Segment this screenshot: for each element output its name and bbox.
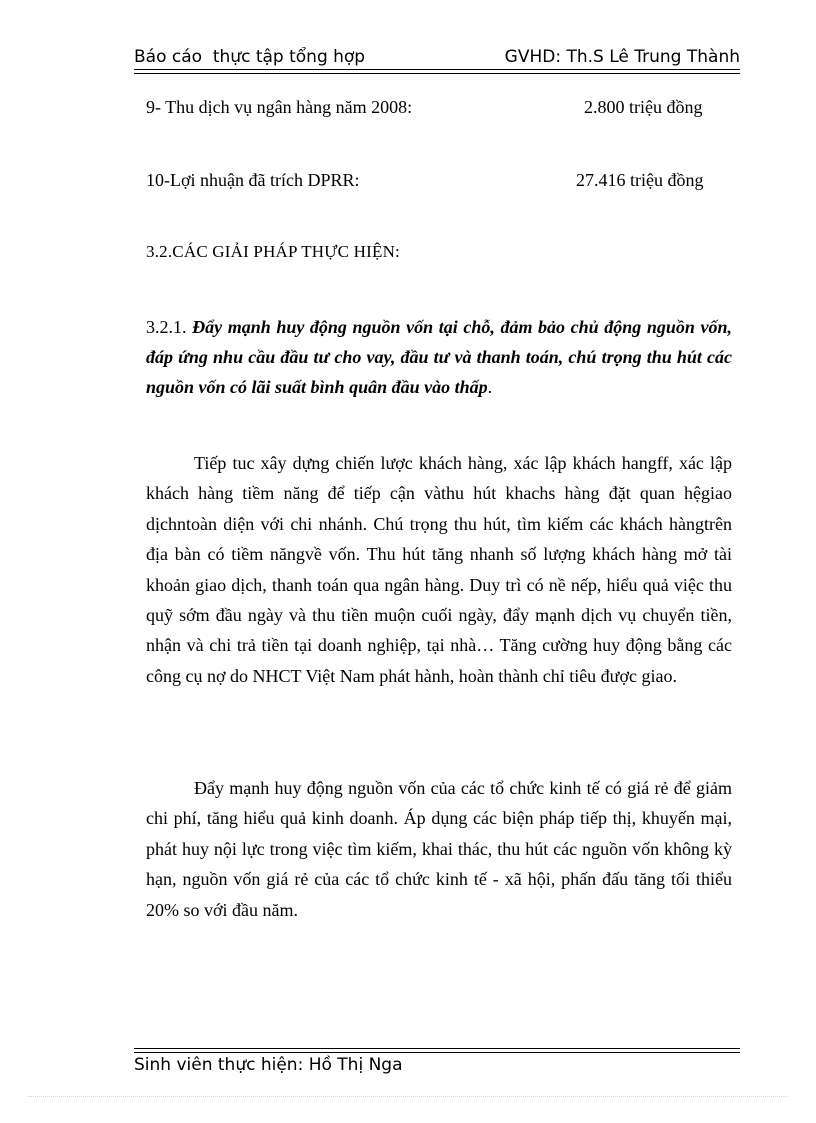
item-label-profit: 10-Lợi nhuận đã trích DPRR: <box>146 170 360 190</box>
header-supervisor: GVHD: Th.S Lê Trung Thành <box>504 47 740 67</box>
item-label-fee-income: 9- Thu dịch vụ ngân hàng năm 2008: <box>146 97 413 117</box>
subsection-end: . <box>487 377 493 397</box>
page-footer: Sinh viên thực hiện: Hồ Thị Nga <box>134 1055 403 1075</box>
section-heading: 3.2.CÁC GIẢI PHÁP THỰC HIỆN: <box>146 242 400 261</box>
footer-rule <box>134 1048 740 1053</box>
paragraph-mobilize-capital: Đẩy mạnh huy động nguồn vốn của các tổ chức kinh tế có giá rẻ để giảm chi phí, tăng hiểu quả kinh doanh. Áp dụng các biện pháp tiếp thị, khuyến mại, phát huy nội lực trong việc tìm kiếm, khai thác, thu hút các nguồn vốn không kỳ hạn, nguồn vốn giá rẻ của các tổ chức kinh tế - xã hội, phấn đấu tăng tối thiểu 20% so với đầu năm. <box>146 778 732 920</box>
item-value-profit: 27.416 triệu đồng <box>576 170 704 190</box>
subsection-number: 3.2.1. <box>146 317 193 337</box>
header-report-title: Báo cáo thực tập tổng hợp <box>134 47 366 67</box>
page-bottom-border <box>28 1096 788 1097</box>
header-rule <box>134 69 740 74</box>
subsection-title: Đẩy mạnh huy động nguồn vốn tại chỗ, đảm bảo chủ động nguồn vốn, đáp ứng nhu cầu đầu tư cho vay, đầu tư và thanh toán, chú trọng thu hút các nguồn vốn có lãi suất bình quân đầu vào thấp <box>146 317 733 397</box>
paragraph-customer-strategy: Tiếp tuc xây dựng chiến lược khách hàng, xác lập khách hangff, xác lập khách hàng tiềm năng để tiếp cận vàthu hút khachs hàng đặt quan hệgiao dịchntoàn diện với chi nhánh. Chú trọng thu hút, tìm kiếm các khách hàngtrên địa bàn có tiềm năngvề vốn. Thu hút tăng nhanh số lượng khách hàng mở tài khoản giao dịch, thanh toán qua ngân hàng. Duy trì có nề nếp, hiểu quả việc thu quỹ sớm đầu ngày và thu tiền muộn cuối ngày, đẩy mạnh dịch vụ chuyển tiền, nhận và chi trả tiền tại doanh nghiệp, tại nhà… Tăng cường huy động bằng các công cụ nợ do NHCT Việt Nam phát hành, hoàn thành chỉ tiêu được giao. <box>146 453 732 686</box>
subsection-heading <box>146 312 732 402</box>
page-header <box>134 47 740 69</box>
item-value-fee-income: 2.800 triệu đồng <box>584 97 703 117</box>
